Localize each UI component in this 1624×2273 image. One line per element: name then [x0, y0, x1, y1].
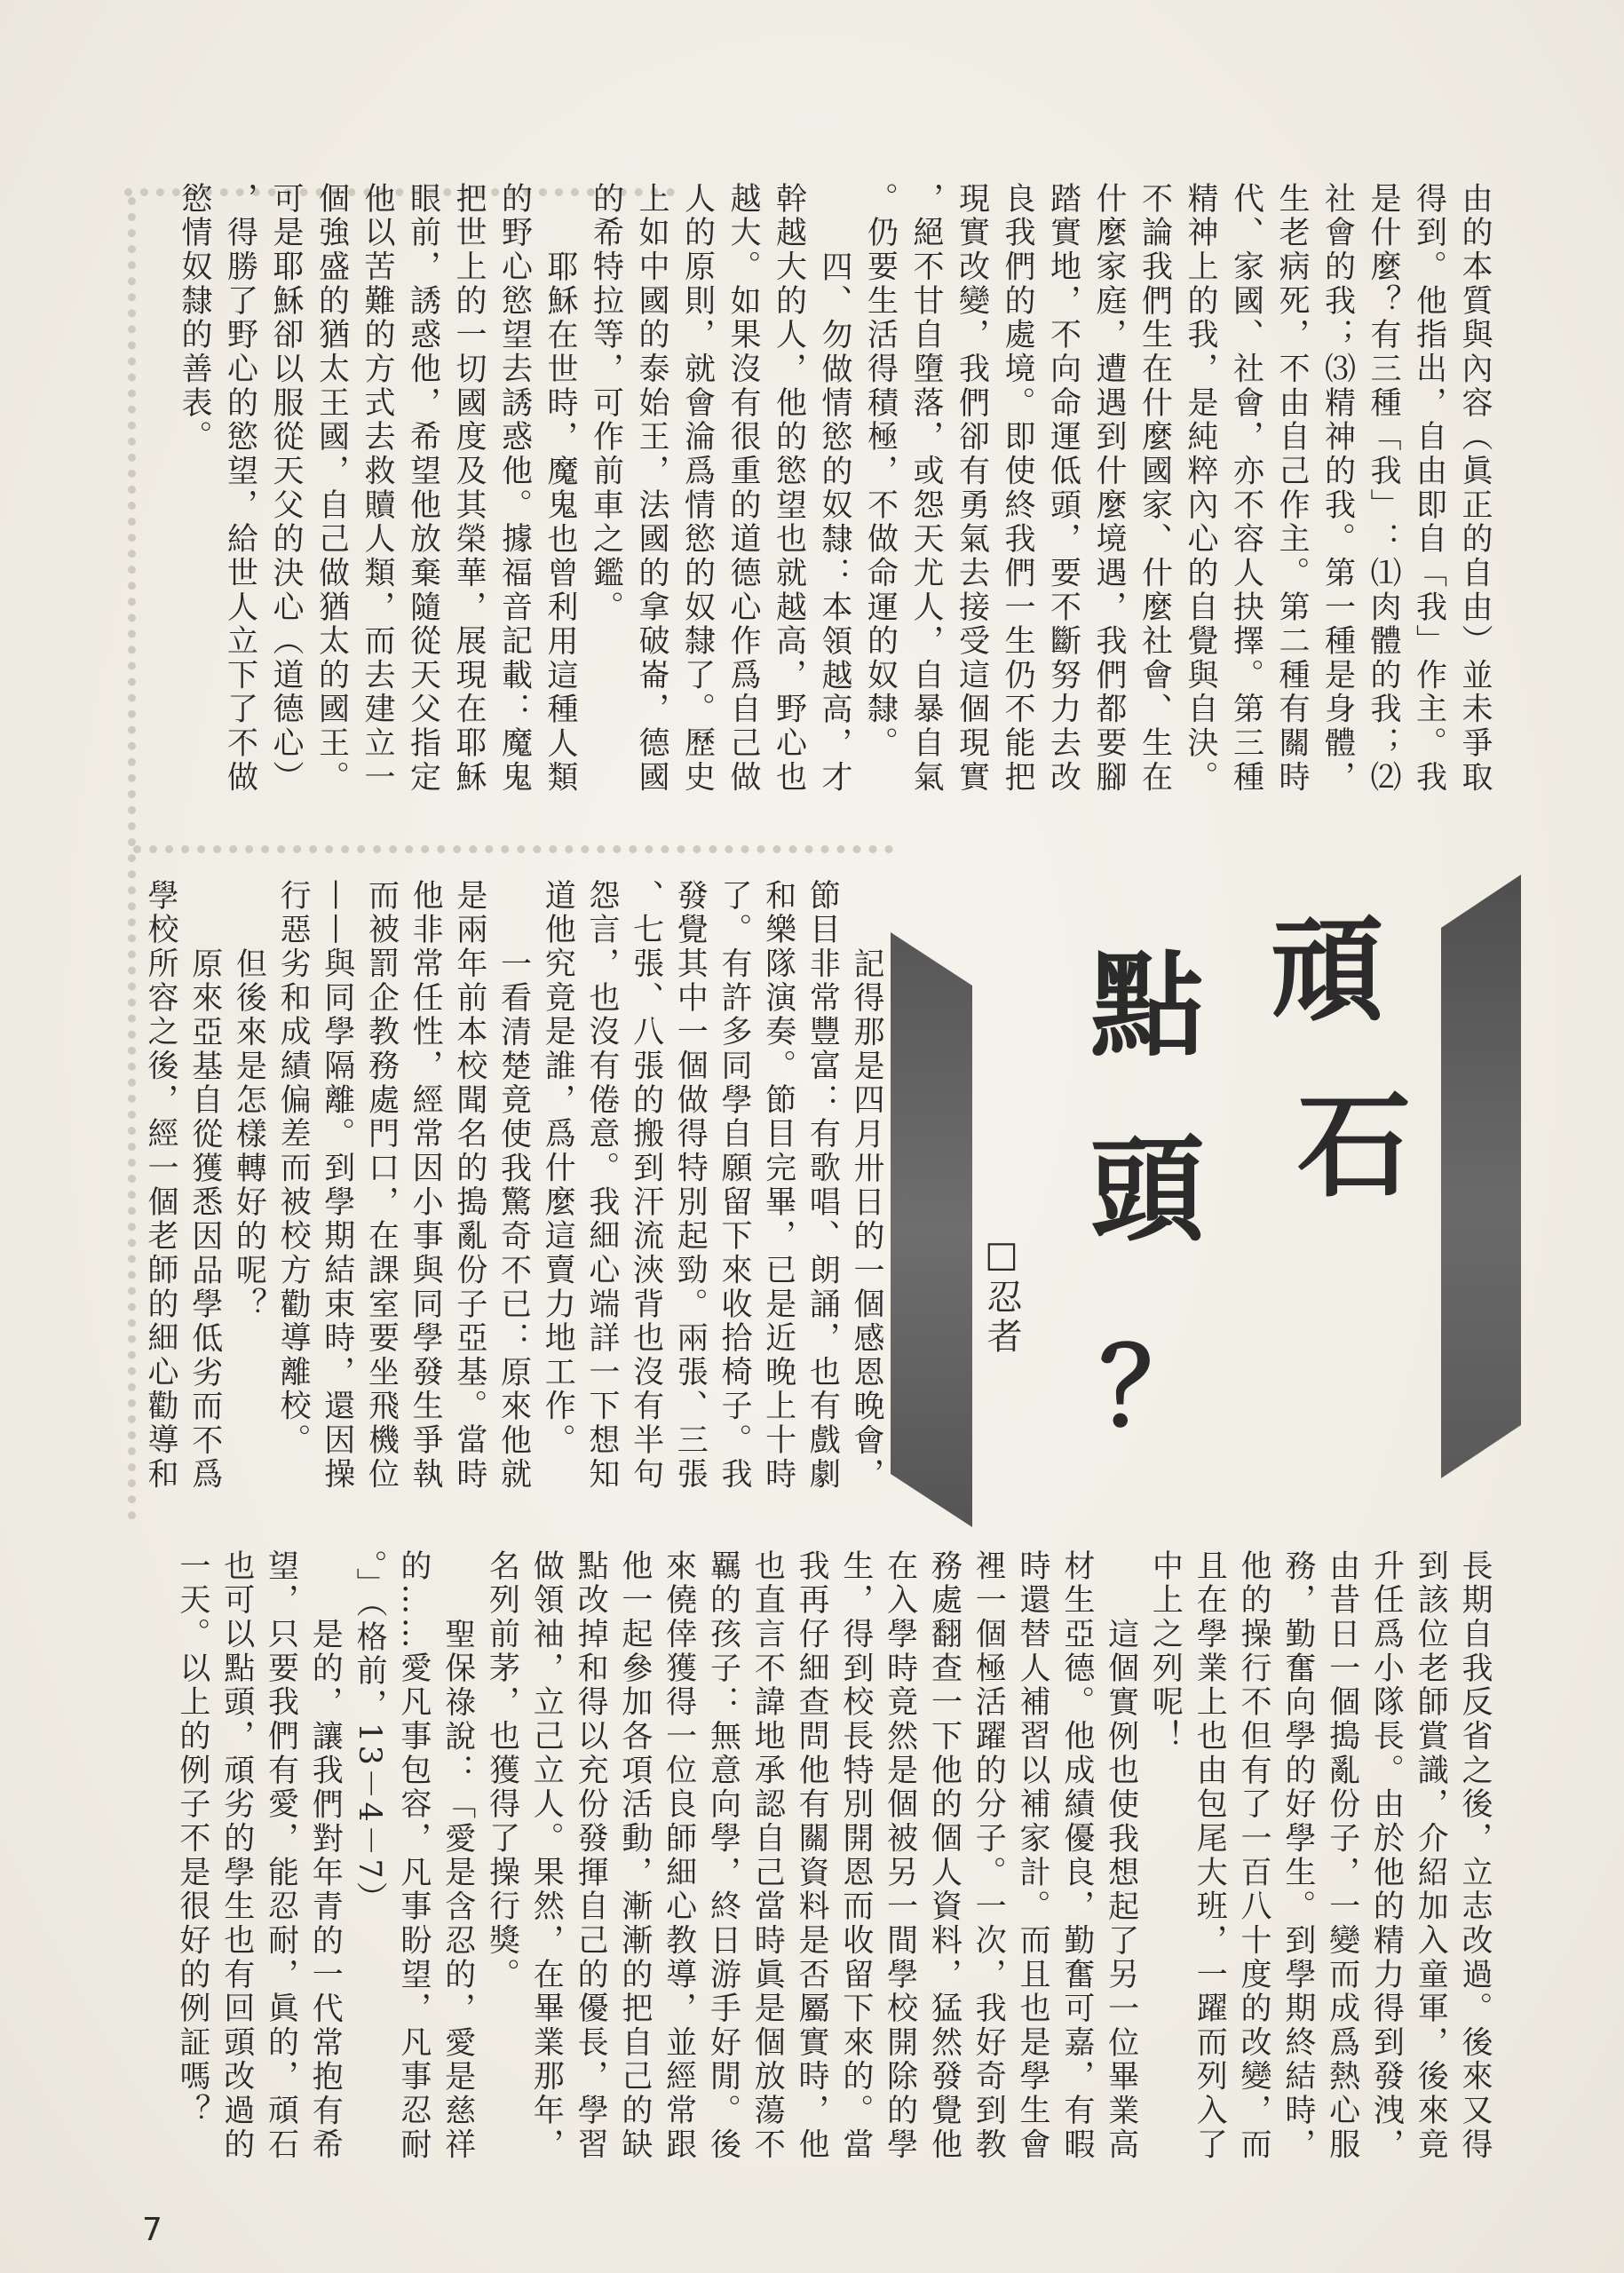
text-column: 代、家國、社會，亦不容人抉擇。第三種 [1228, 182, 1264, 795]
text-column: ——與同學隔離。到學期結束時，還因操 [319, 879, 355, 1492]
text-column: 四、勿做情慾的奴隸：本領越高，才 [817, 249, 852, 795]
text-column: 得到。他指出，自由即自「我」作主。我 [1411, 182, 1447, 795]
text-block-bottom [170, 1549, 1496, 2162]
text-column: 羈的孩子：無意向學，終日游手好閒。後 [705, 1549, 741, 2162]
text-column: 不論我們生在什麼國家、什麼社會、生在 [1137, 182, 1173, 795]
text-column: 裡一個極活躍的分子。一次，我好奇到教 [970, 1549, 1007, 2162]
decorative-dotted-border-middle [133, 845, 893, 853]
text-block-top [170, 182, 1497, 795]
title-decor-bar-right [1441, 875, 1521, 1478]
text-column: 做領袖，立己立人。果然，在畢業那年， [528, 1549, 565, 2162]
text-column: 他一起參加各項活動，漸漸的把自己的缺 [616, 1549, 653, 2162]
text-column: 他以苦難的方式去救贖人類，而去建立一 [360, 182, 395, 795]
text-column: 。」（格前，13－4－7） [352, 1549, 388, 1916]
title-decor-bar-left [891, 932, 972, 1527]
text-column: 的……愛凡事包容，凡事盼望，凡事忍耐 [395, 1549, 432, 2162]
text-column: 和樂隊演奏。節目完畢，已是近晚上十時 [760, 879, 796, 1492]
text-column: 在入學時竟然是個被另一間學校開除的學 [882, 1549, 918, 2162]
text-column: 節目非常豐富：有歌唱、朗誦，也有戲劇 [804, 879, 841, 1492]
text-column: 一看清楚竟使我驚奇不已：原來他就 [495, 946, 532, 1492]
text-column: 點改掉和得以充份發揮自己的優長，學習 [573, 1549, 609, 2162]
text-column: 由昔日一個搗亂份子，一變而成爲熱心服 [1324, 1549, 1360, 2162]
text-column: 學校所容之後，經一個老師的細心勸導和 [143, 879, 178, 1492]
text-column: 望，只要我們有愛，能忍耐，眞的，頑石 [263, 1549, 299, 2162]
text-column: 升任爲小隊長。由於他的精力得到發洩， [1368, 1549, 1405, 2162]
text-column: 什麼家庭，遭遇到什麼境遇，我們都要腳 [1091, 182, 1127, 795]
text-column: 生，得到校長特別開恩而收留下來的。當 [837, 1549, 874, 2162]
text-column: 且在學業上也由包尾大班，一躍而列入了 [1192, 1549, 1228, 2162]
text-column: 人的原則，就會淪爲情慾的奴隸了。歷史 [679, 182, 716, 795]
article-title-char: 點 [1089, 940, 1204, 1073]
article-title-char: 石 [1296, 1081, 1411, 1213]
text-column: 精神上的我，是純粹內心的自覺與自決。 [1183, 182, 1218, 795]
text-column: 社會的我；⑶精神的我。第一種是身體， [1319, 182, 1356, 795]
text-column: 材生亞德。他成績優良，勤奮可嘉，有暇 [1058, 1549, 1095, 2162]
text-column: 是兩年前本校聞名的搗亂份子亞基。當時 [451, 879, 487, 1492]
text-column: 原來亞基自從獲悉因品學低劣而不爲 [186, 946, 223, 1492]
text-column: 到該位老師賞識，介紹加入童軍，後來竟 [1413, 1549, 1449, 2162]
text-column: 上如中國的泰始王，法國的拿破崙，德國 [634, 182, 669, 795]
text-column: 是什麼？有三種「我」：⑴肉體的我；⑵ [1366, 182, 1401, 795]
text-column: 生老病死，不由自己作主。第二種有關時 [1274, 182, 1310, 795]
text-column: 的希特拉等，可作前車之鑑。 [588, 182, 624, 625]
text-column: 幹越大的人，他的慾望也就越高，野心也 [771, 182, 807, 795]
text-column: 中上之列呢！ [1147, 1549, 1184, 1754]
text-column: 把世上的一切國度及其榮華，展現在耶穌 [451, 182, 487, 795]
decorative-dotted-border-left [128, 197, 136, 1520]
text-column: 務，勤奮向學的好學生。到學期終結時， [1279, 1549, 1316, 2162]
text-column: 這個實例也使我想起了另一位畢業高 [1103, 1617, 1139, 2162]
text-column: 他的操行不但有了一百八十度的改變，而 [1236, 1549, 1272, 2162]
text-column: 個強盛的猶太王國，自己做猶太的國王。 [313, 182, 350, 795]
text-column: 也可以點頭，頑劣的學生也有回頭改過的 [218, 1549, 255, 2162]
text-column: 時還替人補習以補家計。而且也是學生會 [1015, 1549, 1051, 2162]
text-column: 了。有許多同學自願留下來收拾椅子。我 [716, 879, 752, 1492]
text-column: 行惡劣和成績偏差而被校方勸導離校。 [275, 879, 312, 1458]
text-column: 耶穌在世時，魔鬼也曾利用這種人類 [543, 249, 578, 795]
text-column: 而被罰企教務處門口，在課室要坐飛機位 [363, 879, 400, 1492]
text-column: ，得勝了野心的慾望，給世人立下了不做 [222, 182, 258, 795]
text-column: 務處翻查一下他的個人資料，猛然發覺他 [926, 1549, 963, 2162]
text-column: 怨言，也沒有倦意。我細心端詳一下想知 [583, 879, 620, 1492]
text-column: 我再仔細查問他有關資料是否屬實時，他 [794, 1549, 830, 2162]
article-author: □忍者 [981, 1234, 1022, 1357]
text-column: 一天。以上的例子不是很好的例証嗎？ [174, 1549, 210, 2128]
text-column: 發覺其中一個做得特別起勁。兩張、三張 [672, 879, 709, 1492]
text-column: 但後來是怎樣轉好的呢？ [231, 946, 267, 1322]
text-column: 可是耶穌卻以服從天父的決心（道德心） [268, 182, 304, 795]
text-column: 良我們的處境。即使終我們一生仍不能把 [1000, 182, 1035, 795]
text-column: 來僥倖獲得一位良師細心教導，並經常跟 [661, 1549, 697, 2162]
text-column: 由的本質與內容（眞正的自由）並未爭取 [1457, 182, 1493, 795]
text-column: 踏實地，不向命運低頭，要不斷努力去改 [1045, 182, 1081, 795]
text-column: 的野心慾望去誘惑他。據福音記載：魔鬼 [496, 182, 533, 795]
text-column: 是的，讓我們對年青的一代常抱有希 [307, 1617, 344, 2162]
text-block-middle [138, 879, 888, 1492]
page-number: 7 [142, 2212, 162, 2248]
text-column: 越大。如果沒有很重的道德心作爲自己做 [725, 182, 761, 795]
text-column: 、七張、八張的搬到汗流浹背也沒有半句 [628, 879, 664, 1492]
text-column: ，絕不甘自墮落，或怨天尤人，自暴自氣 [908, 182, 944, 795]
article-title-char: ？ [1099, 1327, 1206, 1450]
article-title-char: 頭 [1089, 1125, 1204, 1257]
text-column: 。仍要生活得積極，不做命運的奴隸。 [862, 182, 899, 761]
text-column: 名列前茅，也獲得了操行獎。 [484, 1549, 520, 1992]
text-column: 也直言不諱地承認自己當時眞是個放蕩不 [749, 1549, 786, 2162]
text-column: 道他究竟是誰，爲什麼這賣力地工作。 [540, 879, 576, 1458]
text-column: 現實改變，我們卻有勇氣去接受這個現實 [954, 182, 990, 795]
text-column: 長期自我反省之後，立志改過。後來又得 [1457, 1549, 1493, 2162]
article-title-char: 頑 [1270, 905, 1384, 1037]
text-column: 聖保祿說：「愛是含忍的，愛是慈祥 [440, 1617, 476, 2162]
text-column: 他非常任性，經常因小事與同學發生爭執 [408, 879, 444, 1492]
text-column: 慾情奴隸的善表。 [177, 182, 212, 455]
text-column: 眼前，誘惑他，希望他放棄隨從天父指定 [405, 182, 441, 795]
text-column: 記得那是四月卅日的一個感恩晚會， [849, 946, 884, 1492]
